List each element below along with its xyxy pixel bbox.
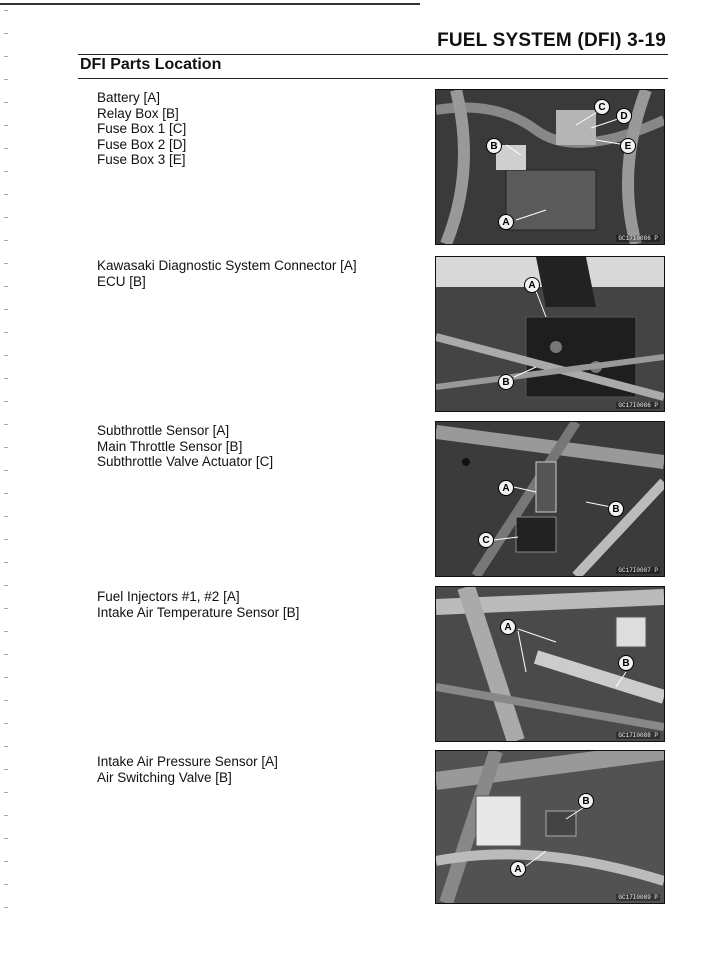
margin-tick xyxy=(4,792,8,793)
throttle-area-photo xyxy=(436,422,664,576)
margin-tick xyxy=(4,240,8,241)
margin-tick xyxy=(4,79,8,80)
margin-tick xyxy=(4,309,8,310)
margin-tick xyxy=(4,884,8,885)
margin-tick xyxy=(4,401,8,402)
margin-tick xyxy=(4,861,8,862)
figure-2-photo xyxy=(435,256,665,412)
figure-code: GC17I0088 P xyxy=(618,732,658,739)
margin-tick xyxy=(4,769,8,770)
margin-tick xyxy=(4,654,8,655)
margin-tick xyxy=(4,217,8,218)
figure-3-labels xyxy=(97,423,273,470)
margin-tick xyxy=(4,608,8,609)
margin-tick xyxy=(4,907,8,908)
figure-2-labels xyxy=(97,258,357,289)
figure-3-photo xyxy=(435,421,665,577)
header-divider xyxy=(78,54,668,55)
figure-label: Main Throttle Sensor [B] xyxy=(97,438,243,454)
figure-label: Kawasaki Diagnostic System Connector [A] xyxy=(97,258,357,273)
callout-c: C xyxy=(478,532,494,548)
figure-5-photo xyxy=(435,750,665,904)
figure-label: Intake Air Pressure Sensor [A] xyxy=(97,754,278,769)
callout-a: A xyxy=(498,480,514,496)
figure-label: Fuse Box 3 [E] xyxy=(97,152,186,167)
margin-tick xyxy=(4,424,8,425)
figure-4-photo xyxy=(435,586,665,742)
margin-tick xyxy=(4,148,8,149)
margin-tick xyxy=(4,171,8,172)
figure-label: Subthrottle Valve Actuator [C] xyxy=(97,454,274,469)
margin-tick xyxy=(4,194,8,195)
margin-tick xyxy=(4,447,8,448)
figure-label: Battery [A] xyxy=(97,90,161,105)
page-header-title: FUEL SYSTEM (DFI) 3-19 xyxy=(437,30,666,51)
callout-a: A xyxy=(510,861,526,877)
figure-1-labels xyxy=(97,90,186,168)
figure-4-labels xyxy=(97,589,299,620)
margin-tick xyxy=(4,677,8,678)
margin-tick xyxy=(4,493,8,494)
margin-tick xyxy=(4,631,8,632)
margin-tick xyxy=(4,263,8,264)
figure-label: Intake Air Temperature Sensor [B] xyxy=(97,604,300,620)
callout-a: A xyxy=(498,214,514,230)
margin-tick xyxy=(4,286,8,287)
figure-label: Subthrottle Sensor [A] xyxy=(97,423,230,438)
figure-label: Relay Box [B] xyxy=(97,105,179,121)
figure-label: ECU [B] xyxy=(97,273,146,289)
margin-tick xyxy=(4,700,8,701)
top-rule xyxy=(0,3,420,5)
margin-tick xyxy=(4,10,8,11)
margin-tick xyxy=(4,125,8,126)
callout-b: B xyxy=(578,793,594,809)
margin-tick xyxy=(4,516,8,517)
ecu-area-photo xyxy=(436,257,664,411)
callout-a: A xyxy=(500,619,516,635)
margin-tick xyxy=(4,33,8,34)
margin-tick xyxy=(4,539,8,540)
margin-tick xyxy=(4,378,8,379)
callout-e: E xyxy=(620,138,636,154)
binding-margin xyxy=(4,10,12,940)
margin-tick xyxy=(4,815,8,816)
figure-label: Fuse Box 1 [C] xyxy=(97,121,187,136)
intake-area-photo xyxy=(436,751,664,903)
figure-label: Fuse Box 2 [D] xyxy=(97,136,187,152)
margin-tick xyxy=(4,332,8,333)
callout-a: A xyxy=(524,277,540,293)
figure-1-photo xyxy=(435,89,665,245)
margin-tick xyxy=(4,838,8,839)
margin-tick xyxy=(4,56,8,57)
figure-5-labels xyxy=(97,754,278,785)
margin-tick xyxy=(4,723,8,724)
callout-b: B xyxy=(608,501,624,517)
callout-b: B xyxy=(498,374,514,390)
margin-tick xyxy=(4,470,8,471)
figure-code: GC17I0087 P xyxy=(618,567,658,574)
figure-code: GC17I0086 P xyxy=(618,402,658,409)
figure-label: Fuel Injectors #1, #2 [A] xyxy=(97,589,240,604)
callout-d: D xyxy=(616,108,632,124)
margin-tick xyxy=(4,355,8,356)
margin-tick xyxy=(4,746,8,747)
figure-label: Air Switching Valve [B] xyxy=(97,769,232,785)
section-title: DFI Parts Location xyxy=(80,56,222,73)
section-divider xyxy=(78,78,668,79)
callout-b: B xyxy=(618,655,634,671)
margin-tick xyxy=(4,102,8,103)
margin-tick xyxy=(4,562,8,563)
margin-tick xyxy=(4,585,8,586)
figure-code: GC17I0086 P xyxy=(618,235,658,242)
callout-c: C xyxy=(594,99,610,115)
figure-code: GC17I0089 P xyxy=(618,894,658,901)
callout-b: B xyxy=(486,138,502,154)
